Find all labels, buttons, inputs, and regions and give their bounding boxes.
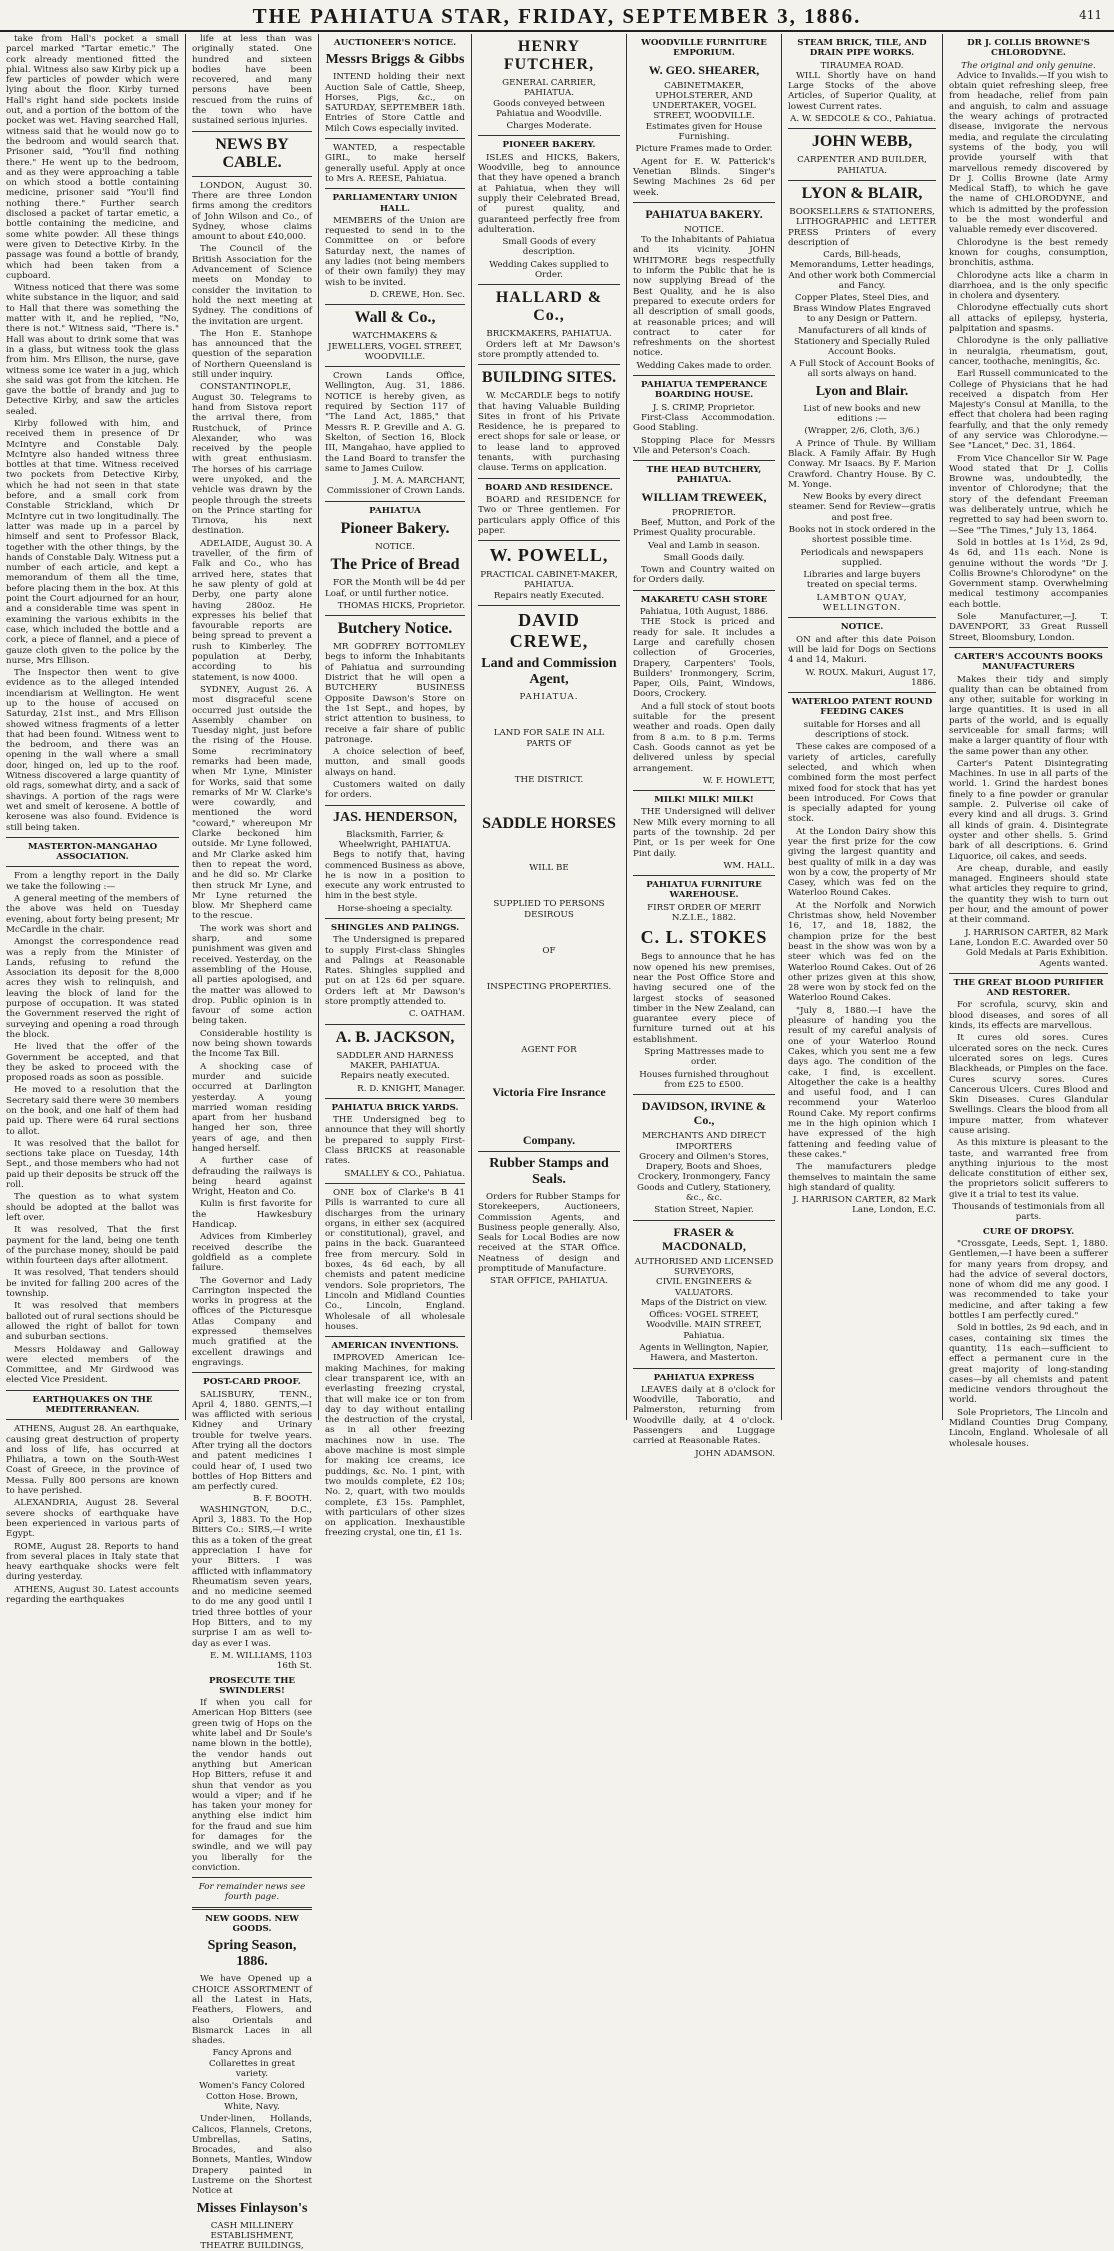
ad-text: "July 8, 1880.—I have the pleasure of handing you the result of my careful analysis of one of your Waterloo Round Cakes, which you sent me a few days ago. The condition of the cake, I find, is excellent. Altogether the cake is a healthy and useful food, and I can recommend your Waterloo Round Cake. My report confirms me in the high opinion which I have expressed of the high fattening and feeding value of these cakes."	[788, 1005, 936, 1160]
article-paragraph: Witness noticed that there was some white substance in the liquor, and said to Hall that there was something the matter with it, and he replied, "No, there is not." Witness said, "There is." Hall was about to drink some that was in a glass, but witness took the glass from him. Mrs Ellison, the nurse, gave witness some ice water in a jug, which she said was got from the kitchen. He gave the bottle of brandy and jug to Detective Kirby, and saw the articles sealed.	[6, 283, 179, 417]
ad-divider	[949, 973, 1108, 974]
ad-text: Libraries and large buyers treated on special terms.	[803, 570, 921, 591]
ad-text: Veal and Lamb in season.	[648, 540, 760, 551]
ad-divider	[633, 1368, 775, 1369]
ad-text: Town and Country waited on for Orders daily.	[633, 565, 775, 586]
ad-divider	[325, 501, 465, 502]
article-paragraph: The Governor and Lady Carrington inspected the works in progress at the offices of the Picturesque Atlas Company and expressed themselves much gratified at the excellent drawings and engravings.	[192, 1275, 312, 1368]
ad-text: New Books by every direct steamer. Send for Review—gratis and post free.	[788, 492, 936, 523]
ad-divider	[478, 540, 620, 541]
ad-subtitle: WATCHMAKERS & JEWELLERS, VOGEL STREET, WOODVILLE.	[328, 331, 462, 362]
ad-text: Wedding Cakes supplied to Order.	[489, 259, 609, 281]
ad-heading: PAHIATUA TEMPERANCE BOARDING HOUSE.	[640, 380, 767, 401]
ad-subtitle: J. S. CRIMP, Proprietor.	[652, 402, 756, 413]
article-paragraph: ROME, August 28. Reports to hand from several places in Italy state that heavy earthquake shocks were felt during yesterday.	[6, 1541, 179, 1583]
ad-text: Begs to announce that he has now opened his new premises, near the Post Office Store and having secured one of the largest stocks of seasoned timber in the New Zealand, can guarantee every piece of furniture turned out at his establishment.	[633, 952, 775, 1045]
ad-text: Periodicals and newspapers supplied.	[800, 547, 924, 568]
article-paragraph: ADELAIDE, August 30. A traveller, of the firm of Falk and Co., who has arrived here, states that he saw plenty of gold at Derby, one party alone having 280oz. He expresses his belief that favourable reports are being spread to prevent a rush to Kimberley. The population at Derby, according to his statement, is now 4000.	[192, 538, 312, 683]
masthead	[0, 0, 1114, 32]
signature: J. M. A. MARCHANT, Commissioner of Crown Lands.	[326, 476, 465, 497]
signature: JOHN ADAMSON.	[695, 1448, 775, 1459]
ad-text: THE Undersigned beg to announce that they will shortly be prepared to supply First-Class BRICKS at reasonable rates.	[325, 1115, 465, 1167]
ad-divider	[325, 615, 465, 616]
ad-heading: DR J. COLLIS BROWNE'S CHLORODYNE.	[967, 38, 1090, 59]
ad-text: Orders for Rubber Stamps for Storekeepers, Auctioneers, Commission Agents, and Business people generally. Also, Seals for Local Bodies are now received at the STAR Office. Neatness of design and promptitude of Manufacture.	[478, 1191, 620, 1275]
ad-text: THE Undersigned will deliver New Milk every morning to all parts of the township. 2d per Pint, or 1s per week for One Pint daily.	[633, 807, 775, 859]
ad-text: Sold in bottles at 1s 1½d, 2s 9d, 4s 6d, and 11s each. None is genuine without the words "Dr J. Collis Browne's Chlorodyne" on the Government stamp. Overwhelming medical testimony accompanies each bottle.	[949, 537, 1108, 610]
ad-text: List of new books and new editions :—	[803, 403, 921, 425]
ad-text: A choice selection of beef, mutton, and small goods always on hand.	[325, 747, 465, 778]
ad-heading: CARTER'S ACCOUNTS BOOKS MANUFACTURERS	[954, 651, 1103, 673]
ad-text: WANTED, a respectable GIRL, to make herself generally useful. Apply at once to Mrs A. REESE, Pahiatua.	[325, 143, 465, 184]
ad-divider	[325, 918, 465, 919]
ad-title: A. B. JACKSON,	[335, 1028, 455, 1046]
ad-text: Copper Plates, Steel Dies, and Brass Window Plates Engraved to any Design or Pattern.	[793, 293, 931, 324]
signature: WM. HALL.	[723, 860, 775, 871]
column-divider	[192, 131, 312, 132]
ad-text: Goods conveyed between Pahiatua and Woodville.	[493, 98, 605, 119]
article-heading: POST-CARD PROOF.	[203, 1377, 301, 1388]
article-paragraph: The work was short and sharp, and some punishment was given and received. Yesterday, on the assembling of the House, all parties apologised, and the matter was allowed to drop. Public opinion is in favour of some action being taken.	[192, 923, 312, 1027]
article-paragraph: The Council of the British Association for the Advancement of Science meets on Monday to consider the invitation to hold the next meeting at Sydney. The conditions of the invitation are urgent.	[192, 244, 312, 327]
ad-divider	[325, 1098, 465, 1099]
ad-subtitle: CABINETMAKER, UPHOLSTERER, AND UNDERTAKER, VOGEL STREET, WOODVILLE.	[652, 80, 756, 122]
ad-text: For scrofula, scurvy, skin and blood diseases, and sores of all kinds, its effects are marvellous.	[949, 1000, 1108, 1032]
ad-text: LEAVES daily at 8 o'clock for Woodville, Taboratio, and Palmerston, returning from Woodville daily, at 4 o'clock. Passengers and Luggage carried at Reasonable Rates.	[633, 1384, 775, 1447]
ad-title: Rubber Stamps and Seals.	[489, 1155, 609, 1187]
ad-heading: NOTICE.	[840, 622, 884, 633]
ad-text: AGENT FOR	[521, 1044, 577, 1055]
ad-title: BUILDING SITES.	[481, 369, 617, 387]
ad-heading: PAHIATUA BRICK YARDS.	[331, 1102, 459, 1113]
ad-subtitle: BRICKMAKERS, PAHIATUA.	[486, 329, 612, 340]
ad-title: Messrs Briggs & Gibbs	[325, 52, 465, 68]
ad-text: suitable for Horses and all descriptions of stock.	[803, 719, 921, 741]
ad-heading: AMERICAN INVENTIONS.	[331, 1341, 459, 1352]
article-heading: MASTERTON-MANGAHAO ASSOCIATION.	[27, 841, 158, 863]
ad-text: It cures old sores. Cures ulcerated sores on the neck. Cures ulcerated sores on legs. Cures Blackheads, or Pimples on the face. Cures scurvy sores. Cures Cancerous Ulcers. Cures Blood and Skin Diseases. Cures Glandular Swellings. Clears the blood from all impure matter, from whatever cause arising.	[949, 1033, 1108, 1136]
ad-text: IMPROVED American Ice-making Machines, for making clear transparent ice, with an everlasting freezing crystal, that will make ice or ton from day to day without entailing the destruction of the crystal, as in all other freezing machines now in use. The above machine is most simple for making ice creams, ice puddings, &c. No. 1 pint, with two moulds complete, £2 10s; No. 2, quart, with two moulds complete, £3 15s. Pamphlet, with particulars of other sizes on application. Inexhaustible freezing crystal, one tin, £1 1s.	[325, 1353, 465, 1539]
column-divider	[192, 176, 312, 177]
ad-heading: CURE OF DROPSY.	[982, 1226, 1075, 1237]
ad-title: Victoria Fire Insrance	[492, 1084, 606, 1099]
column-6	[781, 34, 942, 1420]
ad-text: Chlorodyne is the only palliative in neuralgia, rheumatism, gout, cancer, toothache, meningitis, &c.	[949, 336, 1108, 367]
article-paragraph: LONDON, August 30. There are three London firms among the creditors of John Wilson and Co., of Sydney, whose claims amount to about £40,000.	[192, 180, 312, 243]
article-paragraph: take from Hall's pocket a small parcel marked "Tartar emetic." The cork already mentioned fitted the phial. Witness also saw Kirby pick up a few particles of powder which were lying about the floor. Kirby turned Hall's right hand side pockets inside out, and a portion of the bottom of the pocket was wet. Having searched Hall, witness said that he would now go to the bedroom and would search that. Prisoner said, "You'll find nothing there." He went up to the bedroom, and as they were approaching a table on which stood a bottle containing medicine, prisoner said "You'll find nothing there." Further search disclosed a packet of tartar emetic, a bottle containing the medicine, and some white powder. All these things were given to Detective Kirby. In the passage was found a bottle of brandy, which had been taken from a cupboard.	[6, 34, 179, 281]
article-paragraph: Amongst the correspondence read was a reply from the Minister of Lands, refusing to refund the Association its deposit for the 8,000 acres they wish to relinquish, and leaving the block of land for the purpose of occupation. It was stated the Government reserved the right of surveying and opening a road through the block.	[6, 937, 179, 1040]
article-heading: EARTHQUAKES ON THE MEDITERRANEAN.	[32, 1394, 153, 1415]
ad-title: Misses Finlayson's	[196, 2200, 308, 2216]
ad-text: Agent for E. W. Patterick's Venetian Blinds. Singer's Sewing Machines 2s 6d per week.	[633, 156, 775, 198]
ad-text: LITHOGRAPHIC and LETTER PRESS Printers of every description of	[788, 217, 936, 248]
ad-heading: PARLIAMENTARY UNION HALL.	[332, 193, 458, 214]
ad-heading: WOODVILLE FURNITURE EMPORIUM.	[641, 38, 767, 59]
ad-subtitle: PROPRIETOR.	[672, 507, 736, 518]
ad-divider	[633, 875, 775, 876]
ad-text: LAND FOR SALE IN ALL PARTS OF	[493, 728, 605, 749]
article-paragraph: The Hon E. Stanhope has announced that the question of the separation of Northern Queensland is still under inquiry.	[192, 328, 312, 381]
ad-heading: THE GREAT BLOOD PURIFIER AND RESTORER.	[953, 977, 1104, 999]
ad-divider	[788, 617, 936, 618]
article-paragraph: Kulin is first favorite for the Hawkesbury Handicap.	[192, 1199, 312, 1231]
ad-divider	[633, 790, 775, 791]
ad-divider	[325, 805, 465, 806]
column-divider	[6, 1419, 179, 1420]
ad-date: Pahiatua, 10th August, 1886.	[639, 607, 769, 618]
ad-text: Beef, Mutton, and Pork of the Primest Quality procurable.	[633, 517, 775, 539]
ad-text: Chlorodyne effectually cuts short all attacks of epilepsy, hysteria, palpitation and spasms.	[949, 303, 1108, 335]
ad-divider	[633, 590, 775, 591]
article-paragraph: life at less than was originally stated. One hundred and sixteen bodies have been recovered, and many persons have been rescued from the ruins of the town who have sustained serious injuries.	[192, 34, 312, 127]
ad-address: LAMBTON QUAY, WELLINGTON.	[816, 592, 908, 614]
article-paragraph: It was resolved, That the first payment for the land, being one tenth of the purchase money, should be paid within fourteen days after allotment.	[6, 1225, 179, 1267]
ad-divider	[788, 128, 936, 129]
column-divider	[192, 1372, 312, 1373]
article-paragraph: ALEXANDRIA, August 28. Several severe shocks of earthquake have been experienced in various parts of Egypt.	[6, 1498, 179, 1540]
ad-text: Small Goods of every description.	[502, 237, 596, 258]
signature: A. W. SEDCOLE & CO., Pahiatua.	[790, 114, 936, 125]
ad-text: Spring Mattresses made to order.	[644, 1047, 764, 1068]
ad-text: Sole Manufacturer,—J. T. DAVENPORT, 33 Great Russell Street, Bloomsbury, London.	[949, 612, 1108, 643]
ad-text: Agents in Wellington, Napier, Hawera, and Masterton.	[639, 1342, 769, 1364]
ad-heading: THE HEAD BUTCHERY, PAHIATUA.	[646, 465, 762, 486]
article-paragraph: ATHENS, August 30. Latest accounts regarding the earthquakes	[6, 1584, 179, 1606]
ad-divider	[325, 304, 465, 305]
ad-text: Repairs neatly Executed.	[493, 590, 605, 601]
ad-text: INSPECTING PROPERTIES.	[486, 982, 612, 993]
article-paragraph: Advices from Kimberley received describe the goldfield as a complete failure.	[192, 1232, 312, 1274]
editorial-note: For remainder news see fourth page.	[198, 1882, 306, 1903]
ad-subtitle: SADDLER AND HARNESS MAKER, PAHIATUA.	[336, 1050, 454, 1071]
article-paragraph: A general meeting of the members of the above was held on Tuesday evening, about forty being present; Mr McCardle in the chair.	[6, 894, 179, 935]
ad-divider	[788, 692, 936, 693]
ad-text: Horse-shoeing a specialty.	[337, 903, 453, 914]
ad-text: MR GODFREY BOTTOMLEY begs to inform the Inhabitants of Pahiatua and surrounding District that he will open a BUTCHERY BUSINESS Opposite Dawson's Store on the 1st Sept., and hopes, by strict attention to business, to receive a fair share of public patronage.	[325, 642, 465, 745]
ad-text: CASH MILLINERY ESTABLISHMENT, THEATRE BUILDINGS,	[200, 2220, 304, 2251]
ad-subtitle: TIRAUMEA ROAD.	[820, 60, 904, 71]
ad-heading: AUCTIONEER'S NOTICE.	[333, 38, 457, 48]
ad-title: JOHN WEBB,	[811, 133, 913, 151]
section-heading: NEWS BY CABLE.	[215, 135, 289, 171]
ad-text: FOR the Month will be 4d per Loaf, or until further notice.	[325, 578, 465, 599]
column-1	[0, 34, 185, 1606]
ad-text: Advice to Invalids.—If you wish to obtain quiet refreshing sleep, free from headache, relief from pain and anguish, to calm and assuage the weary achings of protracted disease, invigorate the nervous media, and regulate the circulating systems of the body, you will provide yourself with that marvellous remedy discovered by Dr J. Collis Browne (late Army Medical Staff), to which he gave the name of CHLORODYNE, and which is admitted by the profession to be the most wonderful and valuable remedy ever discovered.	[949, 70, 1108, 236]
ad-title: Spring Season, 1886.	[207, 1938, 297, 1970]
article-paragraph: From a lengthy report in the Daily we take the following :—	[6, 871, 179, 892]
ad-text: ON and after this date Poison will be laid for Dogs on Sections 4 and 14, Makuri.	[788, 634, 936, 666]
ad-heading: PIONEER BAKERY.	[502, 140, 596, 151]
ad-subtitle: NOTICE.	[684, 224, 724, 235]
article-paragraph: Considerable hostility is now being shown towards the Income Tax Bill.	[192, 1028, 312, 1060]
ad-text: From Vice Chancellor Sir W. Page Wood stated that Dr J. Collis Browne was, undoubtedly, the inventor of Chlorodyne; that the story of the defendant Freeman was deliberately untrue, which he regretted to say had been sworn to.—See "The Times," July 13, 1864.	[949, 453, 1108, 536]
ad-title: Butchery Notice.	[337, 620, 453, 638]
column-divider	[6, 837, 179, 838]
column-divider	[6, 866, 179, 867]
article-heading: PROSECUTE THE SWINDLERS!	[208, 1675, 296, 1696]
article-paragraph: He lived that the offer of the Government be accepted, and that they be asked to proceed with the proposed roads as soon as possible.	[6, 1042, 179, 1084]
signature: J. HARRISON CARTER, 82 Mark Lane, London, E.C.	[793, 1195, 936, 1216]
ad-subtitle: PAHIATUA.	[519, 691, 579, 702]
ad-divider	[633, 202, 775, 203]
ad-heading: SHINGLES AND PALINGS.	[330, 923, 460, 933]
ad-text: Cards, Bill-heads, Memorandums, Letter headings, And other work both Commercial and Fancy.	[788, 250, 936, 292]
ad-divider	[633, 375, 775, 376]
ad-text: Offices: VOGEL STREET, Woodville. MAIN STREET, Pahiatua.	[646, 1310, 762, 1341]
ad-divider	[478, 284, 620, 285]
ad-text: Estimates given for House Furnishing.	[645, 121, 763, 143]
article-paragraph: Messrs Holdaway and Galloway were elected members of the Committee, and Mr Girdwood was elected Vice President.	[6, 1344, 179, 1386]
ad-text: Maps of the District on view.	[640, 1297, 768, 1308]
ad-title: The Price of Bread	[330, 556, 460, 574]
ad-text: First-Class Accommodation. Good Stabling.	[633, 412, 775, 434]
ad-text: Books not in stock ordered in the shortest possible time.	[788, 524, 936, 546]
ad-text: Thousands of testimonials from all parts.	[952, 1202, 1105, 1223]
ad-title: Wall & Co.,	[354, 309, 436, 327]
signature: W. ROUX. Makuri, August 17, 1886.	[805, 667, 936, 688]
ad-text: INTEND holding their next Auction Sale of Cattle, Sheep, Horses, Pigs, &c., on SATURDAY, SEPTEMBER 18th. Entries of Store Cattle and Milch Cows especially invited.	[325, 72, 465, 134]
ad-subtitle: PRACTICAL CABINET-MAKER, PAHIATUA.	[480, 570, 618, 591]
ad-heading: MAKARETU CASH STORE	[640, 594, 768, 605]
ad-divider	[478, 364, 620, 365]
ad-heading: NEW GOODS. NEW GOODS.	[205, 1913, 299, 1935]
ad-heading: PAHIATUA	[369, 505, 421, 516]
ad-subtitle: The original and only genuine.	[961, 60, 1096, 71]
ad-subtitle: CARPENTER AND BUILDER, PAHIATUA.	[797, 155, 927, 176]
signature: STAR OFFICE, PAHIATUA.	[490, 1276, 608, 1287]
ad-divider	[478, 478, 620, 479]
masthead-title: THE PAHIATUA STAR, FRIDAY, SEPTEMBER 3, 1886.	[252, 4, 862, 28]
column-3	[318, 34, 471, 1539]
ad-text: Picture Frames made to Order.	[635, 144, 773, 155]
article-paragraph: The question as to what system should be adopted at the ballot was left over.	[6, 1192, 179, 1223]
article-paragraph: If when you call for American Hop Bitters (see green twig of Hops on the white label and Dr Soule's name blown in the bottle), the vendor hands out anything but American Hop Bitters, refuse it and shun that vendor as you would a viper; and if he has taken your money for anything else indict him for the fraud and sue him for damages for the swindle, and we will pay you liberally for the conviction.	[192, 1698, 312, 1873]
ad-text: Station Street, Napier.	[654, 1205, 754, 1216]
ad-subtitle: NOTICE.	[375, 541, 415, 552]
ad-text: BOARD and RESIDENCE for Two or Three gentlemen. For particulars apply Office of this paper.	[478, 494, 620, 536]
ad-text: ONE box of Clarke's B 41 Pills is warranted to cure all discharges from the urinary organs, in either sex (acquired or constitutional), gravel, and pains in the back. Guaranteed free from mercury. Sold in boxes, 4s 6d each, by all chemists and patent medicine vendors. Sole proprietors, The Lincoln and Midland Counties Co., Lincoln, England. Wholesale of all wholesale houses.	[325, 1187, 465, 1332]
article-paragraph: It was resolved, That tenders should be invited for falling 200 acres of the township.	[6, 1268, 179, 1300]
ad-divider	[478, 135, 620, 136]
ad-text: The manufacturers pledge themselves to maintain the same high standard of quality.	[788, 1162, 936, 1193]
article-paragraph: ATHENS, August 28. An earthquake, causing great destruction of property and loss of life, has occurred at Philiatra, a town on the South-West Coast of Greece, in the province of Messa. Fully 800 persons are known to have perished.	[6, 1424, 179, 1497]
ad-title: LYON & BLAIR,	[801, 184, 923, 202]
article-paragraph: A shocking case of murder and suicide occurred at Darlington yesterday. A young married woman residing apart from her husband hanged her son, three years of age, and then hanged herself.	[192, 1061, 312, 1154]
ad-text: WILL BE	[529, 863, 569, 874]
signature: W. F. HOWLETT,	[702, 775, 775, 786]
page-number: 411	[1079, 8, 1102, 22]
ad-subtitle: CIVIL ENGINEERS & VALUATORS.	[656, 1277, 752, 1298]
ad-text: The Undersigned is prepared to supply First-class Shingles and Palings at Reasonable Rates. Shingles supplied and put on at 12s 6d per square. Orders left at Mr Dawson's store promptly attended to.	[325, 935, 465, 1008]
ad-subtitle: AUTHORISED AND LICENSED SURVEYORS,	[634, 1256, 774, 1277]
ad-text: Chlorodyne acts like a charm in diarrhoea, and is the only specific in cholera and dysentery.	[949, 270, 1108, 302]
article-paragraph: SYDNEY, August 26. A most disgraceful scene occurred just outside the Assembly chamber on Tuesday night, just before the rising of the House. Some recriminatory remarks had been made, when Mr Lyne, Minister for Works, said that some remarks of Mr W. Clarke's were cowardly, and mentioned the word "coward," whereupon Mr Clarke beckoned him outside. Mr Lyne followed, and Mr Clarke asked him then to repeat the word, and he did so. Mr Clarke then struck Mr Lyne, and Mr Lyne returned the blow. Mr Shepherd came to the rescue.	[192, 684, 312, 922]
ad-subtitle: Land and Commission Agent,	[481, 655, 617, 687]
article-paragraph: Kirby followed with him, and received them in presence of Dr McIntyre and Constable Daly. McIntyre also handed witness three bottles at that time. Witness received two pockets from Detective Kirby, which he had not seen in that state before, and a small cork from Constable Strickland, which Dr McIntyre cut in two longitudinally. The latter was made up in a parcel by himself and sent to Professor Black, together with the other things, by the hands of Constable Daly. Witness put a number of each article, and kept a memorandum of them all the time, before placing them in the box. At this point the Court adjourned for an hour, and a considerable time was spent in examining the various exhibits in the case, which included the bottle and a cork, a piece of flannel, and a piece of gauze cloth given to the police by the nurse, Mrs Ellison.	[6, 418, 179, 666]
ad-text: ISLES and HICKS, Bakers, Woodville, beg to announce that they have opened a branch at Pahiatua, when they will supply their Celebrated Bread, of purest quality, and guaranteed perfectly free from adulteration.	[478, 152, 620, 235]
ad-text: OF	[542, 946, 556, 957]
article-paragraph: A further case of defrauding the railways is being heard against Wright, Heaton and Co.	[192, 1156, 312, 1198]
ad-text: Fancy Aprons and Collarettes in great variety.	[209, 2048, 295, 2080]
column-7	[942, 34, 1114, 1449]
column-divider	[6, 1390, 179, 1391]
ad-divider	[325, 1183, 465, 1184]
ad-text: Wedding Cakes made to order.	[636, 360, 772, 371]
ad-title: JAS. HENDERSON,	[332, 809, 458, 825]
ad-divider	[633, 1094, 775, 1095]
signature: SMALLEY & CO., Pahiatua.	[344, 1168, 465, 1179]
ad-text: (Wrapper, 2/6, Cloth, 3/6.)	[804, 426, 920, 437]
ad-text: Sold in bottles, 2s 9d each, and in cases, containing six times the quantity, 11s each—sufficient to effect a permanent cure in the great majority of long-standing cases—by all chemists and patent medicine vendors throughout the world.	[949, 1323, 1108, 1406]
ad-text: As this mixture is pleasant to the taste, and warranted free from anything injurious to the most delicate constitution of either sex, the proprietors solicit sufferers to give it a trial to test its value.	[949, 1138, 1108, 1200]
ad-divider	[325, 138, 465, 139]
ad-subtitle: MERCHANTS AND DIRECT IMPORTERS	[642, 1131, 766, 1152]
ad-subtitle: Blacksmith, Farrier, & Wheelwright, PAHIATUA.	[338, 829, 452, 850]
ad-text: Grocery and Oilmen's Stores, Drapery, Boots and Shoes, Crockery, Ironmongery, Fancy Goods and Cutlery, Stationery, &c., &c.	[637, 1151, 771, 1204]
ad-text: Women's Fancy Colored Cotton Hose. Brown, White, Navy.	[199, 2081, 305, 2112]
signature: B. F. BOOTH.	[252, 1494, 312, 1505]
ad-text: These cakes are composed of a variety of articles, carefully selected, and which when combined form the most perfect mixed food for stock that has yet been introduced. For Cows that is specially adapted for young stock.	[788, 742, 936, 825]
ad-text: A Prince of Thule. By William Black. A Family Affair. By Hugh Conway. Mr Isaacs. By F. Marion Crawford. Chantry House. By C. M. Yonge.	[788, 438, 936, 490]
article-paragraph: It was resolved that members balloted out of rural sections should be allowed the right of ballot for town and suburban sections.	[6, 1301, 179, 1343]
ad-title: FRASER & MACDONALD,	[662, 1224, 746, 1253]
article-paragraph: It was resolved that the ballot for sections take place on Tuesday, 14th Sept., and those members who had not paid up their deposits be struck off the roll.	[6, 1138, 179, 1191]
ad-text: And a full stock of stout boots suitable for the present weather and roads. Open daily from 8 a.m. to 8 p.m. Terms Cash. Goods cannot as yet be delivered unless by special arrangement.	[633, 701, 775, 774]
ad-text: Charges Moderate.	[506, 121, 592, 132]
ad-divider	[478, 1151, 620, 1152]
ad-text: Chlorodyne is the best remedy known for coughs, consumption, bronchitis, asthma.	[949, 237, 1108, 269]
ad-text: Earl Russell communicated to the College of Physicians that he had received a dispatch from Her Majesty's Consul at Manilla, to the effect that cholera had been raging fearfully, and that the only remedy of any service was Chlorodyne.—See "Lancet," Dec. 31, 1864.	[949, 369, 1108, 452]
ad-divider	[949, 647, 1108, 648]
article-paragraph: He moved to a resolution that the Secretary said there were 30 members on the book, and one half of them had paid up. There were 64 rural sections to allot.	[6, 1085, 179, 1137]
ad-title: Lyon and Blair.	[815, 383, 909, 399]
ad-title: WILLIAM TREWEEK,	[641, 489, 767, 504]
ad-heading: BOARD AND RESIDENCE.	[485, 482, 613, 493]
signature: R. D. KNIGHT, Manager.	[357, 1083, 465, 1094]
ad-text: Carter's Patent Disintegrating Machines. In use in all parts of the world. 1. Grind the hardest bones finely to a fine powder or granular sample. 2. Pulverise oil cake of every kind and all drugs. 3. Grind all kinds of grain. 4. Disintegrate oyster and other shells. 5. Grind bark of all descriptions. 6. Grind Liquorice, oil cakes, and seeds.	[949, 758, 1108, 862]
column-5	[626, 34, 781, 1459]
ad-divider	[478, 605, 620, 606]
ad-text: Repairs neatly executed.	[340, 1071, 450, 1082]
column-2	[185, 34, 318, 2251]
ad-text: At the London Dairy show this year the first prize for the cow giving the largest quantity and best quality of milk in a day was won by a cow, the property of Mr Casey, which was fed on the Waterloo Round Cakes.	[788, 826, 936, 899]
ad-heading: MILK! MILK! MILK!	[654, 795, 754, 806]
ad-text: Houses furnished throughout from £25 to £500.	[639, 1069, 769, 1090]
ad-title: DAVID CREWE,	[509, 609, 589, 651]
ad-text: To the Inhabitants of Pahiatua and its vicinity. JOHN WHITMORE begs respectfully to inform the Public that he is now supplying Bread of the Best Quality, and he is also prepared to execute orders for all description of small goods, at reasonable prices; and will contract to cater for refreshments on the shortest notice.	[633, 235, 775, 359]
ad-subtitle: FIRST ORDER OF MERIT N.Z.I.E., 1882.	[647, 902, 761, 924]
ad-title: W. GEO. SHEARER,	[648, 62, 760, 77]
ad-divider	[788, 180, 936, 181]
ad-divider	[325, 188, 465, 189]
article-paragraph: WASHINGTON, D.C., April 3, 1883. To the Hop Bitters Co.: SIRS,—I write this as a token of the great appreciation I have for your Bitters. I was afflicted with inflammatory Rheumatism seven years, and no medicine seemed to do me any good until I tried three bottles of your Hop Bitters, and to my surprise I am as well to-day as ever I was.	[192, 1504, 312, 1649]
ad-heading: PAHIATUA FURNITURE WAREHOUSE.	[646, 880, 762, 901]
ad-divider	[325, 1024, 465, 1025]
ad-heading: STEAM BRICK, TILE, AND DRAIN PIPE WORKS.	[797, 38, 927, 59]
ad-heading: WATERLOO PATENT ROUND FEEDING CAKES	[791, 697, 933, 718]
signature: E. M. WILLIAMS, 1103 16th St.	[209, 1650, 312, 1672]
signature: C. OATHAM.	[408, 1009, 465, 1020]
column-4	[471, 34, 626, 1420]
signature: THOMAS HICKS, Proprietor.	[337, 600, 465, 611]
ad-title: DAVIDSON, IRVINE & Co.,	[641, 1099, 767, 1128]
signature: J. HARRISON CARTER, 82 Mark Lane, London E.C. Awarded over 50 Gold Medals at Paris Exhibition. Agents wanted.	[949, 927, 1108, 969]
ad-title: PAHIATUA BAKERY.	[645, 206, 763, 221]
ad-text: WILL Shortly have on hand Large Stocks of the above Articles, of Superior Quality, at lowest Current rates.	[788, 70, 936, 112]
ad-text: At the Norfolk and Norwich Christmas show, held November 16, 17, and 18, 1882, the champion prize for the best beast in the show was won by a steer which was fed on the Waterloo Round Cakes. Out of 26 other prizes given at this show, 28 were won by stock fed on the Waterloo Round Cakes.	[788, 900, 936, 1004]
ad-title: W. POWELL,	[489, 545, 609, 566]
ad-text: Small Goods daily.	[663, 552, 745, 563]
ad-divider	[325, 366, 465, 367]
ad-text: Sole Proprietors, The Lincoln and Midland Counties Drug Company, Lincoln, England. Wholesale of all wholesale houses.	[949, 1407, 1108, 1449]
ad-title: Pioneer Bakery.	[340, 519, 450, 537]
column-divider	[192, 1877, 312, 1878]
ad-text: "Crossgate, Leeds, Sept. 1, 1880. Gentlemen,—I have been a sufferer for many years from dropsy, and had the advice of several doctors, none of whom did me any good. I was recommended to take your medicine, and after taking a few bottles I am perfectly cured."	[949, 1238, 1108, 1322]
ad-text: Manufacturers of all kinds of Stationery and Specially Ruled Account Books.	[793, 326, 931, 357]
ad-text: Customers waited on daily for orders.	[325, 780, 465, 801]
ad-text: THE Stock is priced and ready for sale. It includes a Large and carefully chosen collection of Groceries, Drapery, Carpenters' Tools, Builders' Ironmongery, Scrim, Paper, Oils, Paint, Windows, Doors, Crockery.	[633, 617, 775, 700]
ad-title: HALLARD & Co.,	[495, 289, 603, 325]
ad-divider	[633, 1220, 775, 1221]
ad-title: Company.	[522, 1132, 576, 1147]
article-paragraph: CONSTANTINOPLE, August 30. Telegrams to hand from Sistova report the arrival there, from Rustchuck, of Prince Alexander, who was received by the people with great enthusiasm. The horses of his carriage were unyoked, and the vehicle was drawn by the people through the streets on the Prince starting for Tirnova, his next destination.	[192, 382, 312, 537]
ad-text: THE DISTRICT.	[514, 774, 584, 785]
ad-text: Are cheap, durable, and easily managed. Engineers should state what articles they require to grind, the quantity they wish to turn out per hour, and the amount of power at their command.	[949, 863, 1108, 926]
ad-text: SUPPLIED TO PERSONS DESIROUS	[493, 899, 605, 920]
ad-text: Begs to notify that, having commenced Business as above, he is now in a position to execute any work entrusted to him in the best style.	[325, 850, 465, 902]
ad-divider	[633, 460, 775, 461]
article-paragraph: SALISBURY, TENN., April 4, 1880. GENTS,—I was afflicted with serious Kidney and Urinary trouble for twelve years. After trying all the doctors and patent medicines I could hear of, I used two bottles of Hop Bitters and am perfectly cured.	[192, 1389, 312, 1493]
ad-text: Orders left at Mr Dawson's store promptly attended to.	[478, 339, 620, 360]
ad-subtitle: GENERAL CARRIER, PAHIATUA.	[502, 78, 596, 99]
ad-heading: PAHIATUA EXPRESS	[653, 1372, 755, 1383]
ad-subtitle: BOOKSELLERS & STATIONERS,	[789, 206, 935, 217]
column-divider	[192, 1907, 312, 1910]
ad-text: MEMBERS of the Union are requested to send in to the Committee on or before Saturday next, the names of any ladies (not being members of their own family) they may wish to be invited.	[325, 215, 465, 288]
ad-text: A Full Stock of Account Books of all sorts always on hand.	[789, 359, 935, 380]
ad-text: Stopping Place for Messrs Vile and Peterson's Coach.	[633, 435, 775, 456]
ad-title: HENRY FUTCHER,	[503, 38, 595, 73]
ad-text: W. McCARDLE begs to notify that having Valuable Building Sites in front of his Private Residence, he is prepared to erect shops for sale or lease, or to lease land to approved tenants, with purchasing clause. Terms on application.	[478, 391, 620, 474]
article-paragraph: The Inspector then went to give evidence as to the alleged intended incendiarism at Wellington. He went up to the house of accused on Saturday, 21st inst., and Mrs Ellison showed witness fragments of a letter that had been found. Witness went to the bedroom, and there was an opening in the wall where a small door, hinged on, led up to the roof. Witness discovered a large quantity of old rags, somewhat dirty, and a sack of shavings. A portion of the rags were wet and smelt of kerosene. A bottle of kerosene was also found. Evidence is still being taken.	[6, 668, 179, 833]
ad-text: Makes their tidy and simply quality than can be obtained from any other, suitable for working in large quantities. It is used in all parts of the world, and is equally serviceable for small farms; will make a larger quantity of flour with the same power than any other.	[949, 674, 1108, 757]
ad-title: C. L. STOKES	[640, 927, 768, 948]
ad-text: We have Opened up a CHOICE ASSORTMENT of all the Latest in Hats, Feathers, Flowers, and also Orientals and Bismarck Laces in all shades.	[192, 1974, 312, 2047]
ad-text: Crown Lands Office, Wellington, Aug. 31, 1886. NOTICE is hereby given, as required by Section 117 of "The Land Act, 1885," that Messrs R. P. Greville and A. G. Skelton, of Section 16, Block III, Mangahao, have applied to the Land Board to transfer the same to James Cuilow.	[325, 371, 465, 474]
ad-text: Under-linen, Hollands, Calicos, Flannels, Cretons, Umbrellas, Satins, Brocades, and also Bonnets, Mantles, Window Drapery painted in Lustreme on the Shortest Notice at	[192, 2114, 312, 2197]
ad-title: SADDLE HORSES	[482, 815, 616, 833]
ad-divider	[325, 1336, 465, 1337]
signature: D. CREWE, Hon. Sec.	[369, 289, 465, 300]
